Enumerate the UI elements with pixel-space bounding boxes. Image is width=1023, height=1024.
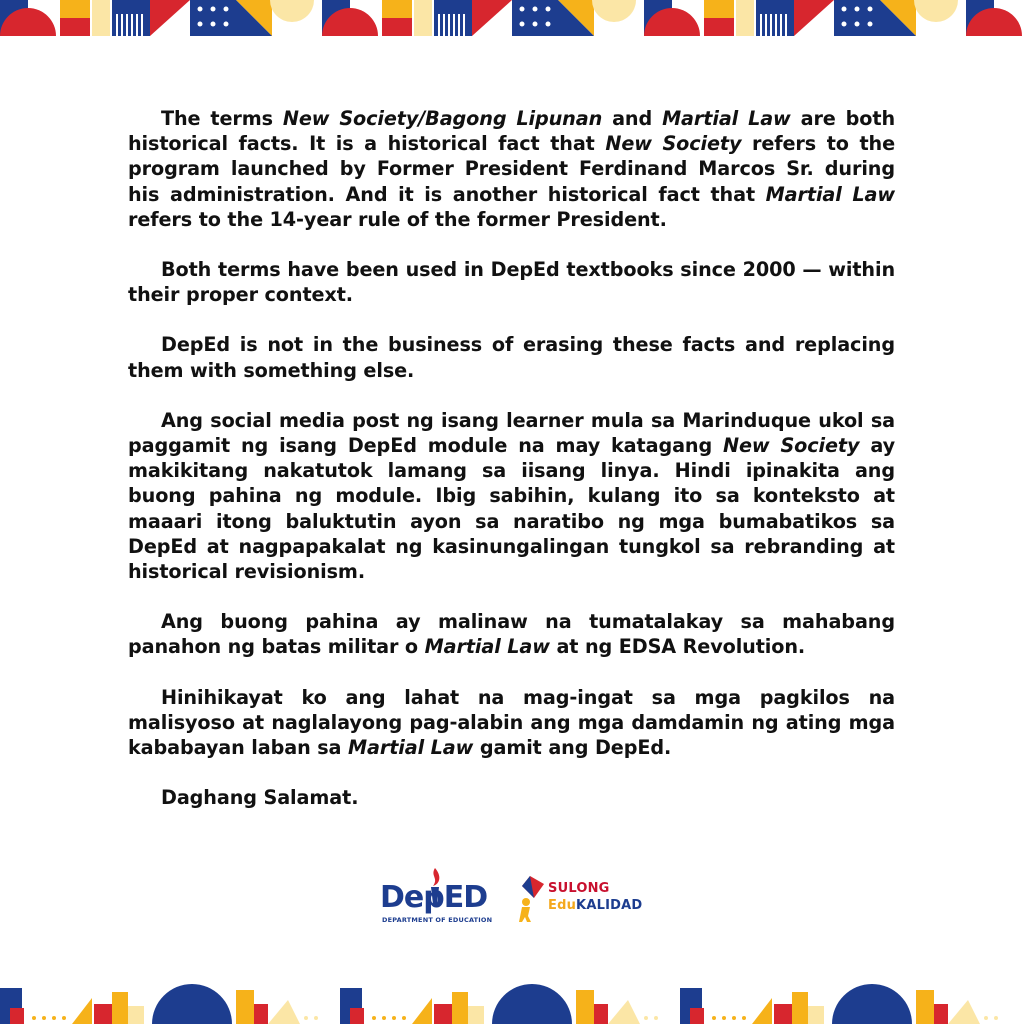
paragraph-text: Hinihikayat ko ang lahat na mag-ingat sa mga pagkilos na malisyoso at naglalayong pag-alabin ang mga damdamin ng ating mga kababayan laban sa [128, 685, 895, 760]
paragraph-text: are both historical facts. It is a historical fact that [128, 107, 896, 156]
paragraph [128, 332, 895, 382]
paragraph-text: gamit ang DepEd. [473, 736, 672, 760]
paragraph-text: at ng EDSA Revolution. [549, 635, 806, 659]
italic-term: New Society [723, 434, 860, 458]
edu-text: Edu [548, 898, 577, 913]
paragraph-text: Both terms have been used in DepEd textbooks since 2000 — within their proper context. [128, 258, 895, 307]
italic-term: Martial Law [424, 635, 550, 659]
sulong-text: SULONG [548, 881, 610, 896]
footer-logos [380, 866, 650, 930]
paragraph-text: The terms [161, 107, 283, 130]
paragraph [128, 257, 895, 307]
italic-term: New Society/Bagong Lipunan [282, 107, 603, 130]
edukalidad-text [548, 898, 642, 913]
italic-term: Martial Law [765, 182, 895, 206]
deped-subtitle: DEPARTMENT OF EDUCATION [382, 916, 493, 924]
bottom-decorative-band [0, 984, 1023, 1024]
paragraph [128, 685, 895, 761]
paragraph-text: DepEd is not in the business of erasing these facts and replacing them with something else. [128, 333, 895, 382]
paragraph-text: refers to the 14-year rule of the former President. [128, 207, 667, 231]
italic-term: New Society [605, 132, 742, 156]
deped-wordmark: DepED [380, 880, 488, 915]
kalidad-text: KALIDAD [576, 898, 643, 913]
top-decorative-band [0, 0, 1023, 36]
paragraph-text: Ang social media post ng isang learner mula sa Marinduque ukol sa paggamit ng isang DepEd module na may katagang [128, 408, 895, 458]
sign-off: Daghang Salamat. [161, 786, 359, 810]
paragraph [128, 609, 895, 659]
paragraph-text: and [602, 107, 663, 130]
paragraph-text: ay makikitang nakatutok lamang sa iisang linya. Hindi ipinakita ang buong pahina ng module. Ibig sabihin, kulang ito sa konteksto at maaari itong baluktutin ayon sa naratibo ng mga bumabatikos sa DepEd at nagpapakalat ng kasinungalingan tungkol sa rebranding at historical revisionism. [128, 434, 895, 584]
italic-term: Martial Law [347, 736, 474, 760]
paragraph [128, 408, 895, 584]
statement-body [128, 106, 895, 810]
sulong-edukalidad-logo [516, 876, 650, 926]
kite-child-icon [516, 876, 546, 922]
italic-term: Martial Law [662, 107, 791, 130]
paragraph-text: refers to the program launched by Former President Ferdinand Marcos Sr. during his administration. And it is another historical fact that [128, 132, 896, 206]
paragraph-text: Ang buong pahina ay malinaw na tumatalakay sa mahabang panahon ng batas militar o [128, 610, 895, 659]
deped-logo [380, 866, 498, 928]
paragraph [128, 106, 895, 232]
